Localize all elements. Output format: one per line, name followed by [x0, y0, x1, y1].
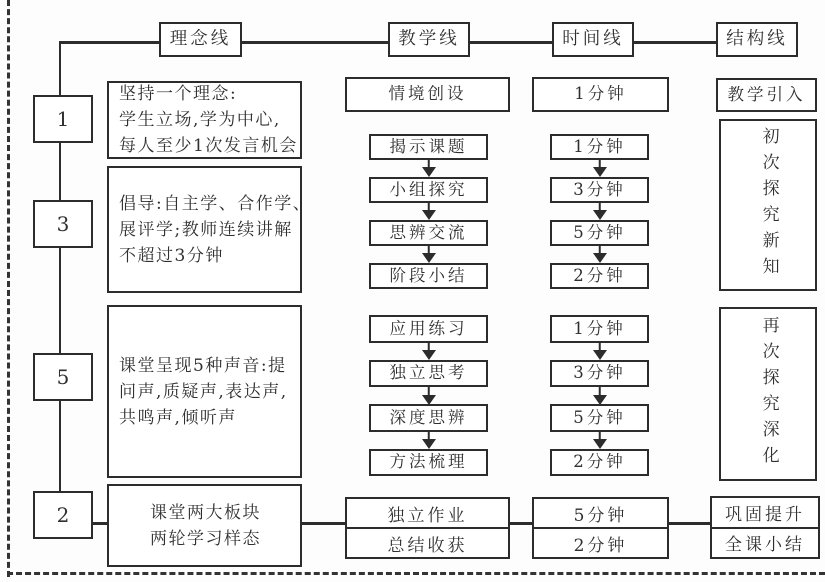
teaching-box-phase-summary: 阶段小结 [369, 263, 488, 289]
arrow-down-icon [593, 159, 607, 177]
stage-number-box-2: 2 [33, 491, 93, 539]
structure-box-second-inquiry: 再次探究深化 [719, 307, 817, 481]
concept-box-two-blocks-line2: 两轮学习样态 [150, 528, 261, 549]
concept-box-voices-line3: 共鸣声,倾听声 [119, 407, 237, 428]
stage-number-box-5: 5 [33, 353, 93, 401]
time-box-intro: 1分钟 [532, 77, 669, 112]
concept-box-idea-line2: 学生立场,学为中心, [119, 110, 281, 130]
arrow-down-icon [593, 431, 607, 449]
time-box-g2-2min: 2分钟 [550, 449, 649, 476]
concept-box-advocate-line1: 倡导:自主学、合作学、 [119, 193, 312, 214]
header-time-line: 时间线 [552, 22, 634, 57]
header-structure-line: 结构线 [716, 22, 798, 57]
concept-box-advocate-line3: 不超过3分钟 [119, 245, 224, 266]
structure-box-teaching-intro: 教学引入 [716, 78, 817, 112]
header-concept-line: 理念线 [159, 22, 242, 57]
structure-bottom-stack [710, 496, 820, 559]
arrow-down-icon [593, 245, 607, 263]
structure-box-first-inquiry: 初次探究新知 [719, 119, 817, 291]
teaching-box-independent-homework: 独立作业 [347, 499, 508, 529]
teaching-box-reveal-topic: 揭示课题 [369, 134, 488, 160]
time-box-g2-3min: 3分钟 [550, 360, 649, 387]
arrow-down-icon [422, 245, 436, 263]
teaching-box-independent-thinking: 独立思考 [369, 360, 488, 387]
time-box-g1-1min: 1分钟 [550, 134, 649, 160]
concept-box-voices-line2: 问声,质疑声,表达声, [119, 381, 288, 402]
time-box-g2-1min: 1分钟 [550, 315, 649, 343]
teaching-box-discussion-exchange: 思辨交流 [369, 220, 488, 246]
concept-box-idea [107, 81, 302, 159]
arrow-down-icon [593, 202, 607, 220]
arrow-down-icon [593, 342, 607, 360]
stage-number-box-1: 1 [33, 95, 93, 143]
teaching-box-applied-practice: 应用练习 [369, 315, 488, 343]
teaching-bottom-stack [345, 497, 510, 559]
arrow-down-icon [593, 387, 607, 405]
header-teaching-line: 教学线 [388, 22, 470, 57]
concept-box-advocate-line2: 展评学;教师连续讲解 [119, 219, 293, 240]
concept-box-idea-line3: 每人至少1次发言机会 [119, 136, 298, 156]
arrow-down-icon [422, 159, 436, 177]
time-box-g1-3min: 3分钟 [550, 177, 649, 203]
time-box-g1-5min: 5分钟 [550, 220, 649, 246]
concept-box-idea-line1: 坚持一个理念: [119, 84, 238, 104]
time-box-g1-2min: 2分钟 [550, 263, 649, 289]
arrow-down-icon [422, 342, 436, 360]
concept-box-two-blocks-line1: 课堂两大板块 [150, 502, 261, 523]
arrow-down-icon [422, 387, 436, 405]
stage-number-box-3: 3 [33, 200, 93, 248]
arrow-down-icon [422, 202, 436, 220]
time-box-bottom-5min: 5分钟 [534, 499, 667, 529]
bottom-dashed-border [7, 572, 825, 575]
time-bottom-stack [532, 497, 669, 559]
concept-box-voices-line1: 课堂呈现5种声音:提 [119, 355, 287, 376]
teaching-box-summary-harvest: 总结收获 [387, 535, 468, 556]
time-box-bottom-2min: 2分钟 [573, 535, 628, 556]
time-box-g2-5min: 5分钟 [550, 404, 649, 432]
concept-box-advocate [107, 166, 312, 293]
teaching-box-deep-speculation: 深度思辨 [369, 404, 488, 432]
concept-box-two-blocks [107, 484, 302, 567]
teaching-box-group-inquiry: 小组探究 [369, 177, 488, 203]
structure-box-consolidate-improve: 巩固提升 [712, 498, 818, 529]
concept-box-voices [107, 305, 302, 478]
structure-box-whole-lesson-summary: 全课小结 [725, 535, 805, 556]
arrow-down-icon [422, 431, 436, 449]
left-dashed-border [7, 0, 10, 577]
teaching-box-situation-creation: 情境创设 [345, 77, 510, 112]
teaching-box-method-review: 方法梳理 [369, 449, 488, 476]
